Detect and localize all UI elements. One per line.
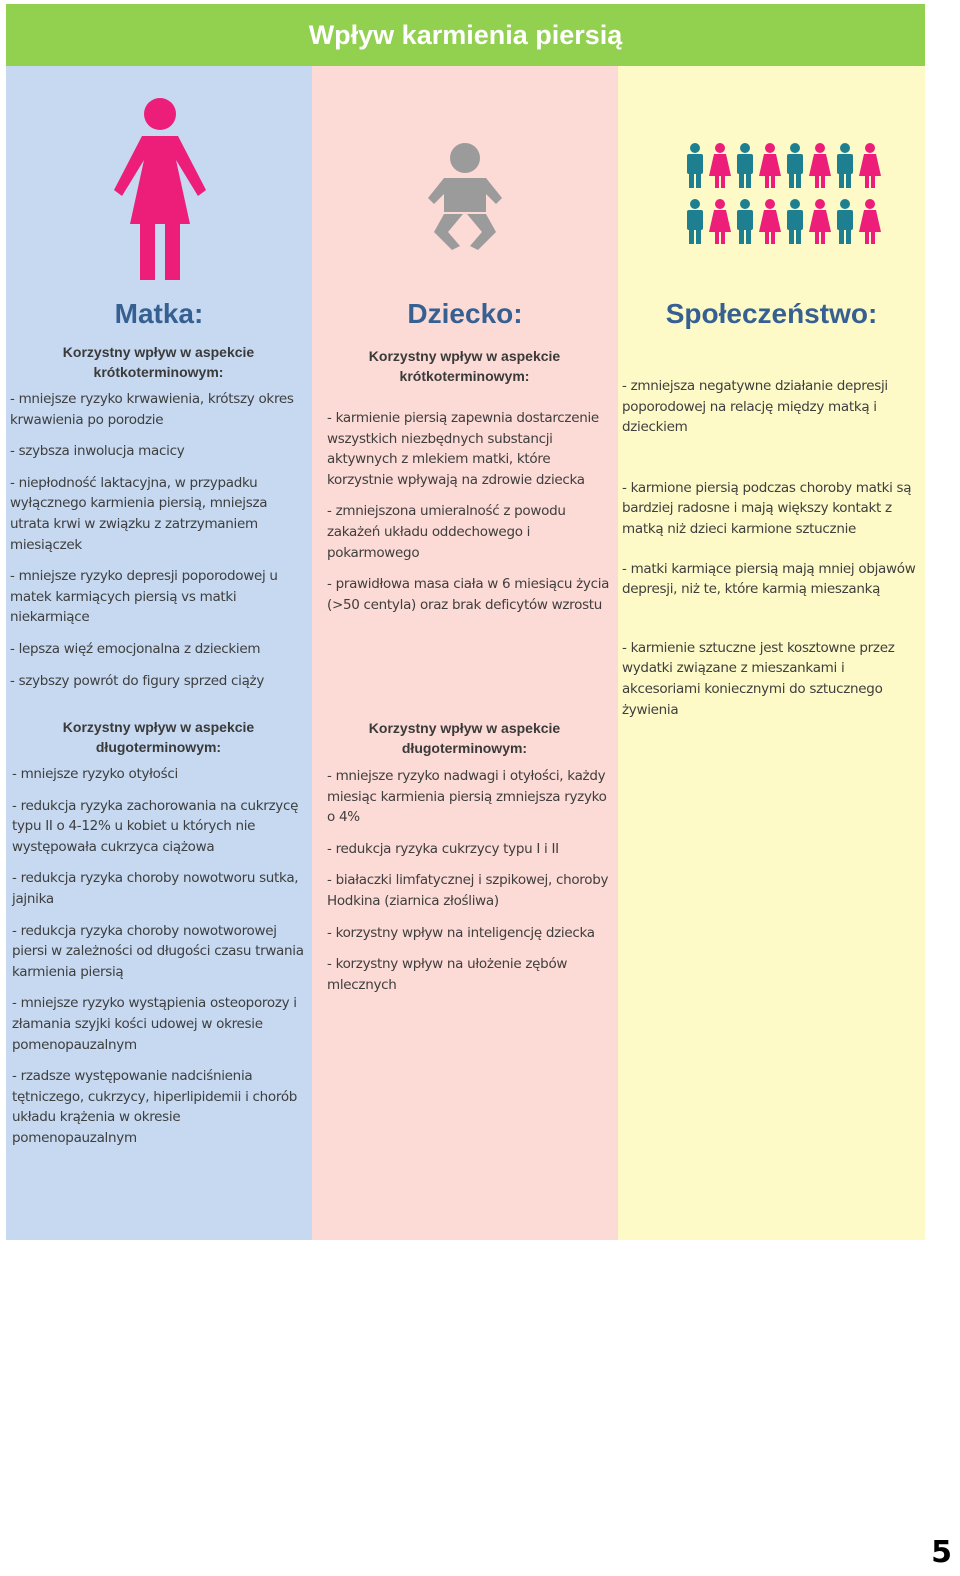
list-item: - zmniejszona umieralność z powodu zakażeń układu oddechowego i pokarmowego bbox=[327, 503, 566, 561]
spoleczenstwo-list bbox=[622, 376, 922, 731]
list-item: - karmienie sztuczne jest kosztowne przez wydatki związane z mieszankami i akcesoriami koniecznymi do sztucznego żywienia bbox=[622, 639, 895, 718]
list-item: - mniejsze ryzyko wystąpienia osteoporozy i złamania szyjki kości udowej w okresie pomenopauzalnym bbox=[12, 995, 297, 1053]
list-item: - szybsza inwolucja macicy bbox=[10, 443, 185, 460]
list-item: - karmienie piersią zapewnia dostarczenie wszystkich niezbędnych substancji aktywnych z mlekiem matki, które korzystnie wpływają na zdrowie dziecka bbox=[327, 410, 599, 488]
list-item: - korzystny wpływ na inteligencję dziecka bbox=[327, 924, 595, 941]
woman-icon bbox=[108, 98, 212, 282]
list-item: - matki karmiące piersią mają mniej objawów depresji, niż te, które karmią mieszanką bbox=[622, 560, 916, 598]
column-spoleczenstwo bbox=[618, 66, 925, 1240]
column-dziecko bbox=[312, 66, 618, 1240]
baby-icon bbox=[422, 142, 508, 252]
column-matka bbox=[6, 66, 312, 1240]
people-crowd-icon bbox=[684, 142, 886, 246]
list-item: - mniejsze ryzyko krwawienia, krótszy okres krwawienia po porodzie bbox=[10, 391, 294, 428]
list-item: - redukcja ryzyka zachorowania na cukrzycę typu II o 4-12% u kobiet u których nie występowała cukrzyca ciążowa bbox=[12, 797, 299, 855]
list-item: - zmniejsza negatywne działanie depresji poporodowej na relację między matką i dzieckiem bbox=[622, 378, 888, 436]
list-item: - redukcja ryzyka cukrzycy typu I i II bbox=[327, 840, 559, 857]
dziecko-long-term-title: Korzystny wpływ w aspekcie długoterminowym: bbox=[368, 720, 561, 756]
dziecko-short-term-title: Korzystny wpływ w aspekcie krótkoterminowym: bbox=[368, 348, 561, 384]
list-item: - szybszy powrót do figury sprzed ciąży bbox=[10, 672, 265, 689]
list-item: - prawidłowa masa ciała w 6 miesiącu życia (>50 centyla) oraz brak deficytów wzrostu bbox=[327, 576, 610, 613]
list-item: - mniejsze ryzyko depresji poporodowej u matek karmiących piersią vs matki niekarmiące bbox=[10, 568, 278, 626]
heading-matka: Matka: bbox=[114, 298, 204, 329]
list-item: - redukcja ryzyka choroby nowotworu sutka, jajnika bbox=[12, 870, 299, 907]
list-item: - karmione piersią podczas choroby matki są bardziej radosne i mają większy kontakt z matką niż dzieci karmione sztucznie bbox=[622, 479, 912, 537]
title-banner bbox=[6, 4, 925, 66]
heading-dziecko: Dziecko: bbox=[407, 298, 523, 329]
matka-long-term-list bbox=[12, 764, 306, 1160]
matka-long-term-title: Korzystny wpływ w aspekcie długoterminowym: bbox=[62, 719, 255, 755]
list-item: - korzystny wpływ na ułożenie zębów mlecznych bbox=[327, 956, 568, 993]
list-item: - mniejsze ryzyko nadwagi i otyłości, każdy miesiąc karmienia piersią zmniejsza ryzyko o 4% bbox=[327, 768, 607, 826]
matka-short-term-title: Korzystny wpływ w aspekcie krótkoterminowym: bbox=[62, 344, 255, 380]
heading-spoleczenstwo: Społeczeństwo: bbox=[665, 298, 878, 329]
dziecko-short-term-list bbox=[327, 408, 614, 626]
matka-short-term-list bbox=[10, 389, 308, 702]
list-item: - redukcja ryzyka choroby nowotworowej piersi w zależności od długości czasu trwania karmienia piersią bbox=[12, 922, 304, 980]
page-number: 5 bbox=[931, 1535, 952, 1570]
list-item: - mniejsze ryzyko otyłości bbox=[12, 766, 178, 782]
list-item: - lepsza więź emocjonalna z dzieckiem bbox=[10, 640, 261, 657]
dziecko-long-term-list bbox=[327, 766, 614, 1006]
list-item: - rzadsze występowanie nadciśnienia tętniczego, cukrzycy, hiperlipidemii i chorób układu krążenia w okresie pomenopauzalnym bbox=[12, 1068, 298, 1146]
list-item: - białaczki limfatycznej i szpikowej, choroby Hodkina (ziarnica złośliwa) bbox=[327, 872, 609, 909]
list-item: - niepłodność laktacyjna, w przypadku wyłącznego karmienia piersią, mniejsza utrata krwi w związku z zatrzymaniem miesiączek bbox=[10, 474, 268, 553]
page-title: Wpływ karmienia piersią bbox=[308, 19, 623, 50]
